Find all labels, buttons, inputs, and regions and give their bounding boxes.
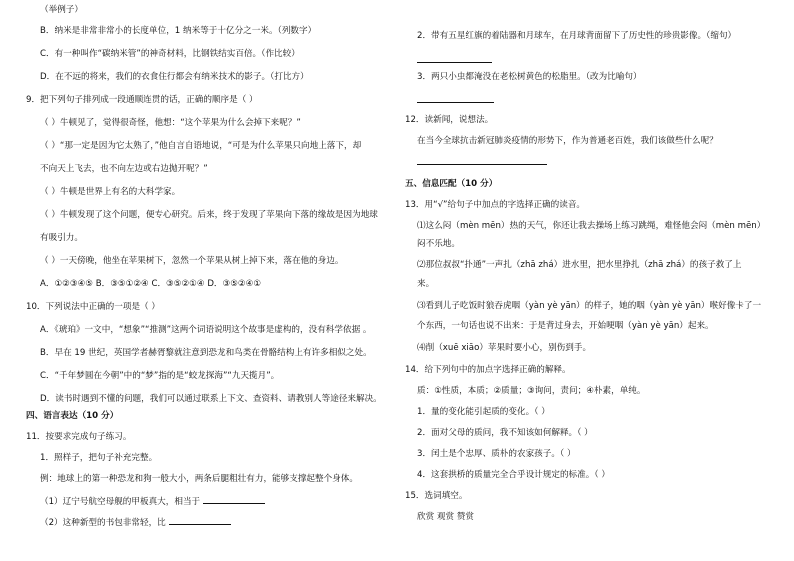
text-line: （1）辽宁号航空母舰的甲板真大，相当于 — [40, 497, 201, 507]
text-line: ⑶看到儿子吃饭时狼吞虎咽（yàn yè yān）的样子，她的咽（yàn yè yān）喉好像卡了一 — [417, 301, 762, 311]
question-13: 13．用“√”给句子中加点的字选择正确的读音。 — [405, 200, 586, 210]
text-line: 4．这套拱桥的质量完全合乎设计规定的标准。（ ） — [417, 470, 610, 480]
text-line: ⑴这么闷（mèn mēn）热的天气，你还让我去操场上练习跳绳，难怪他会闷（mèn mēn） — [417, 221, 766, 231]
text-line: C．有一种叫作“碳纳米管”的神奇材料，比钢铁结实百倍。（作比较） — [40, 49, 300, 59]
answer-blank[interactable] — [169, 515, 231, 525]
text-line: 来。 — [417, 279, 435, 289]
text-line: 质：①性质，本质；②质量；③询问，责问；④朴素，单纯。 — [417, 386, 646, 396]
text-line: B．纳米是非常非常小的长度单位，1 纳米等于十亿分之一米。（列数字） — [40, 26, 317, 36]
text-line: 2．带有五星红旗的着陆器和月球车，在月球背面留下了历史性的珍贵影像。（缩句） — [417, 31, 737, 41]
text-line: 有吸引力。 — [40, 233, 83, 243]
answer-blank[interactable] — [417, 102, 494, 103]
answer-blank[interactable] — [417, 62, 492, 63]
text-line: （2）这种新型的书包非常轻，比 — [40, 518, 166, 528]
text-line: 2．面对父母的质问，我不知该如何解释。（ ） — [417, 428, 593, 438]
text-line: （ ）牛顿是世界上有名的大科学家。 — [40, 187, 181, 197]
text-line: A．《琥珀》一文中，“想象”“推测”这两个词语说明这个故事是虚构的，没有科学依据 。 — [40, 325, 372, 335]
text-line: （ ）“那一定是因为它太熟了，”他自言自语地说，“可是为什么苹果只向地上落下，却 — [40, 141, 362, 151]
text-line: 个东西，一句话也说不出来：于是背过身去，开始哽咽（yàn yè yān）起来。 — [417, 321, 714, 331]
text-line: B．早在 19 世纪，英国学者赫胥黎就注意到恐龙和鸟类在骨骼结构上有许多相似之处。 — [40, 348, 372, 358]
text-line: 1．照样子，把句子补充完整。 — [40, 453, 158, 463]
answer-blank[interactable] — [203, 494, 265, 504]
text-line: 不向天上飞去，也不向左边或右边抛开呢？” — [40, 164, 208, 174]
text-line: D．在不远的将来，我们的衣食住行都会有纳米技术的影子。（打比方） — [40, 72, 309, 82]
word-bank: 欣赏 观赏 赞赏 — [417, 512, 475, 522]
text-line: 在当今全球抗击新冠肺炎疫情的形势下，作为普通老百姓，我们该做些什么呢？ — [417, 136, 718, 146]
text-line: D．读书时遇到不懂的问题，我们可以通过联系上下文、查资料、请教别人等途径来解决。 — [40, 394, 382, 404]
text-line: （ ）一天傍晚，他坐在苹果树下，忽然一个苹果从树上掉下来，落在他的身边。 — [40, 256, 344, 266]
text-line: C．“千年梦圆在今朝”中的“梦”指的是“蛟龙探海”“九天揽月”。 — [40, 371, 280, 381]
section-heading: 五、信息匹配（10 分） — [405, 179, 498, 189]
text-line: 例：地球上的第一种恐龙和狗一般大小，两条后腿粗壮有力，能够支撑起整个身体。 — [40, 474, 358, 484]
section-heading: 四、语言表达（10 分） — [26, 411, 119, 421]
text-line: 1．量的变化能引起质的变化。（ ） — [417, 407, 550, 417]
question-15: 15．选词填空。 — [405, 491, 468, 501]
text-line: （ ）牛顿见了，觉得很奇怪，他想：“这个苹果为什么会掉下来呢？” — [40, 118, 301, 128]
text-line — [40, 494, 265, 508]
question-9: 9．把下列句子排列成一段通顺连贯的话，正确的顺序是（ ） — [26, 95, 258, 105]
question-14: 14．给下列句中的加点字选择正确的解释。 — [405, 365, 571, 375]
text-line: ⑵那位叔叔“扑通”一声扎（zhā zhá）进水里，把水里挣扎（zhā zhá）的孩子救了上 — [417, 260, 742, 270]
question-12: 12．读新闻，说想法。 — [405, 115, 494, 125]
text-line: （ ）牛顿发现了这个问题，便专心研究。后来，终于发现了苹果向下落的缘故是因为地球 — [40, 210, 378, 220]
text-line: 3．闰土是个忠厚、质朴的农家孩子。（ ） — [417, 449, 576, 459]
answer-options: A．①②③④⑤ B．③⑤①②④ C．③⑤②①④ D．③⑤②④① — [40, 279, 262, 289]
text-line: 3．两只小虫都淹没在老松树黄色的松脂里。（改为比喻句） — [417, 72, 642, 82]
answer-blank[interactable] — [417, 164, 547, 165]
text-line — [40, 515, 231, 529]
text-line: （举例子） — [40, 5, 83, 15]
question-11: 11．按要求完成句子练习。 — [26, 432, 132, 442]
text-line: ⑷削（xuē xiāo）苹果时要小心，别伤到手。 — [417, 343, 592, 353]
question-10: 10．下列说法中正确的一项是（ ） — [26, 302, 160, 312]
text-line: 闷不乐地。 — [417, 239, 460, 249]
